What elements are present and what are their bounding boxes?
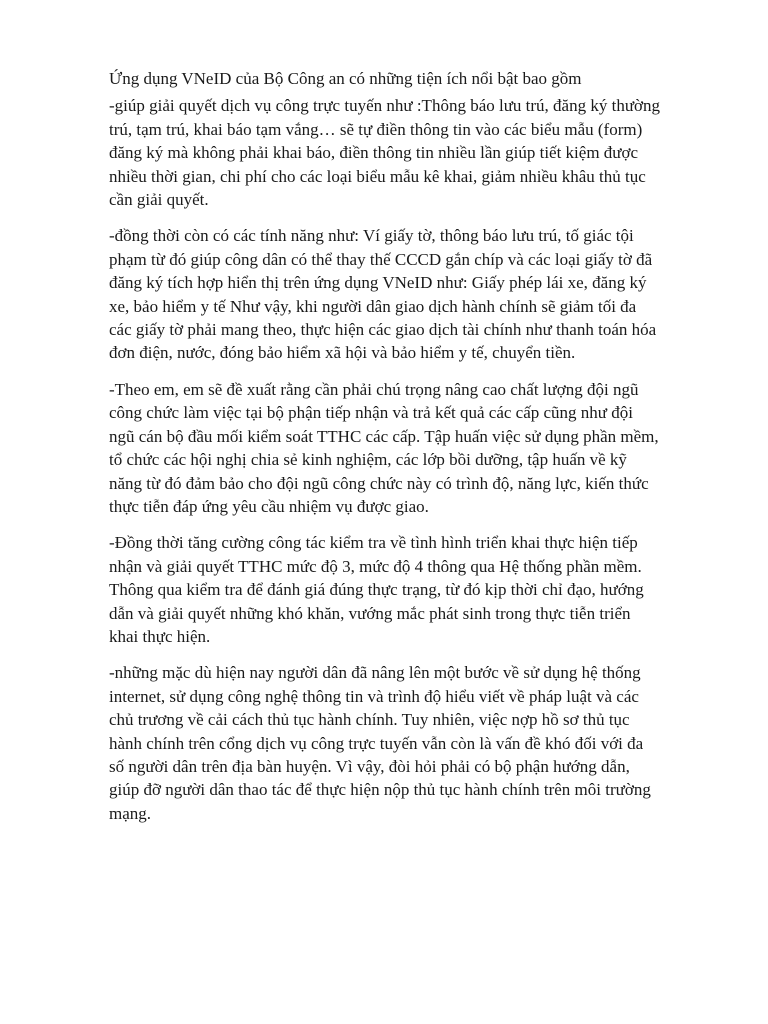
paragraph-huong-dan: -những mặc dù hiện nay người dân đã nâng lên một bước về sử dụng hệ thống internet, sử dụng công nghệ thông tin và trình độ hiểu viết về pháp luật và các chủ trương về cải cách thủ tục hành chính. Tuy nhiên, việc nợp hồ sơ thủ tục hành chính trên cổng dịch vụ công trực tuyến vẫn còn là vấn đề khó đối với đa số người dân trên địa bàn huyện. Vì vậy, đòi hỏi phải có bộ phận hướng dẫn, giúp đỡ người dân thao tác để thực hiện nộp thủ tục hành chính trên môi trường mạng.: [109, 663, 651, 823]
paragraph-kiem-tra: -Đồng thời tăng cường công tác kiểm tra về tình hình triển khai thực hiện tiếp nhận và giải quyết TTHC mức độ 3, mức độ 4 thông qua Hệ thống phần mềm. Thông qua kiểm tra để đánh giá đúng thực trạng, từ đó kịp thời chỉ đạo, hướng dẫn và giải quyết những khó khăn, vướng mắc phát sinh trong thực tiễn triển khai thực hiện.: [109, 533, 644, 646]
document-body: [109, 67, 661, 838]
paragraph-de-xuat: -Theo em, em sẽ đề xuất rằng cần phải chú trọng nâng cao chất lượng đội ngũ công chức làm việc tại bộ phận tiếp nhận và trả kết quả các cấp cũng như đội ngũ cán bộ đầu mối kiểm soát TTHC các cấp. Tập huấn việc sử dụng phần mềm, tổ chức các hội nghị chia sẻ kinh nghiệm, các lớp bồi dưỡng, tập huấn về kỹ năng từ đó đảm bảo cho đội ngũ công chức này có trình độ, năng lực, kiến thức thực tiễn đáp ứng yêu cầu nhiệm vụ được giao.: [109, 379, 659, 516]
document-title: Ứng dụng VNeID của Bộ Công an có những tiện ích nổi bật bao gồm: [109, 69, 582, 88]
paragraph-dich-vu-cong: -giúp giải quyết dịch vụ công trực tuyến như :Thông báo lưu trú, đăng ký thường trú, tạm trú, khai báo tạm vắng… sẽ tự điền thông tin vào các biểu mẫu (form) đăng ký mà không phải khai báo, điền thông tin nhiều lần giúp tiết kiệm được nhiều thời gian, chi phí cho các loại biểu mẫu kê khai, giảm nhiều khâu thủ tục cần giải quyết.: [109, 96, 661, 210]
paragraph-tinh-nang: -đồng thời còn có các tính năng như: Ví giấy tờ, thông báo lưu trú, tố giác tội phạm từ đó giúp công dân có thể thay thế CCCD gắn chíp và các loại giấy tờ đã đăng ký tích hợp hiển thị trên ứng dụng VNeID như: Giấy phép lái xe, đăng ký xe, bảo hiểm y tế Như vậy, khi người dân giao dịch hành chính sẽ giảm tối đa các giấy tờ phải mang theo, thực hiện các giao dịch tài chính như thanh toán hóa đơn điện, nước, đóng bảo hiểm xã hội và bảo hiểm y tế, chuyển tiền.: [109, 226, 657, 363]
